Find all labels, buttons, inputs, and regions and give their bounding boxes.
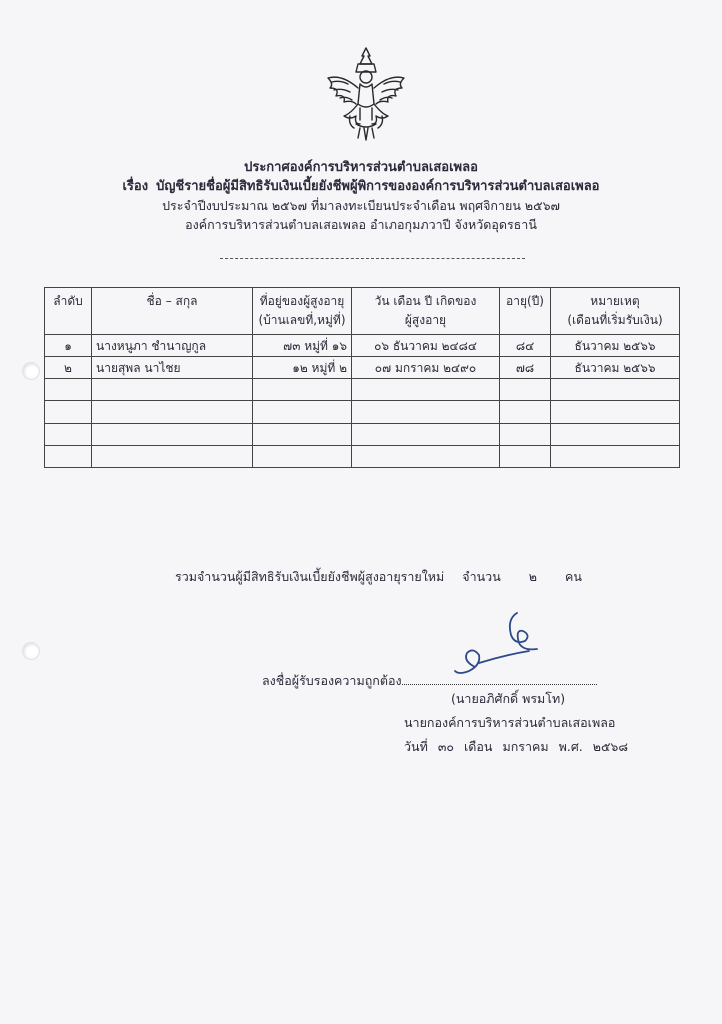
cell-name — [92, 379, 253, 401]
punch-hole-top — [22, 362, 40, 380]
subject-line — [0, 177, 722, 196]
cell-birthdate — [352, 423, 500, 445]
garuda-emblem-icon — [320, 44, 412, 142]
signature-dotted-line — [402, 672, 597, 685]
cell-age — [500, 401, 551, 423]
announcement-title: ประกาศองค์การบริหารส่วนตำบลเสอเพลอ — [244, 160, 478, 175]
cell-no — [45, 423, 92, 445]
cell-address — [253, 423, 352, 445]
cell-name — [92, 445, 253, 467]
cell-age — [500, 423, 551, 445]
summary-text: รวมจำนวนผู้มีสิทธิรับเงินเบี้ยยังชีพผู้สูงอายุรายใหม่ — [175, 569, 445, 584]
header-divider — [220, 258, 525, 259]
cell-remark — [551, 401, 680, 423]
cell-no: ๑ — [45, 335, 92, 357]
header-remark: หมายเหตุ (เดือนที่เริ่มรับเงิน) — [551, 288, 680, 335]
cell-remark: ธันวาคม ๒๕๖๖ — [551, 335, 680, 357]
header-address: ที่อยู่ของผู้สูงอายุ (บ้านเลขที่,หมู่ที่) — [253, 288, 352, 335]
cell-birthdate: ๐๗ มกราคม ๒๔๙๐ — [352, 357, 500, 379]
fiscal-year-line: ประจำปีงบประมาณ ๒๕๖๗ ที่มาลงทะเบียนประจำเดือน พฤศจิกายน ๒๕๖๗ — [162, 198, 560, 213]
header-age: อายุ(ปี) — [500, 288, 551, 335]
certify-row — [262, 671, 597, 691]
header-no: ลำดับ — [45, 288, 92, 335]
table-row — [45, 335, 680, 357]
table-row — [45, 379, 680, 401]
summary-line — [175, 567, 582, 587]
punch-hole-bottom — [22, 642, 40, 660]
certify-label: ลงชื่อผู้รับรองความถูกต้อง — [262, 673, 402, 688]
cell-no — [45, 445, 92, 467]
signer-title: นายกองค์การบริหารส่วนตำบลเสอเพลอ — [404, 715, 616, 730]
cell-birthdate — [352, 401, 500, 423]
cell-name — [92, 401, 253, 423]
cell-no — [45, 379, 92, 401]
cell-no — [45, 401, 92, 423]
recipient-table — [44, 287, 680, 468]
cell-name: นางหนูภา ชำนาญกูล — [92, 335, 253, 357]
table-row — [45, 357, 680, 379]
cell-age — [500, 379, 551, 401]
cell-name: นายสุพล นาไชย — [92, 357, 253, 379]
cell-age: ๘๔ — [500, 335, 551, 357]
date-month: มกราคม — [502, 739, 549, 754]
cell-address — [253, 445, 352, 467]
summary-count: ๒ — [528, 569, 537, 584]
table-row — [45, 423, 680, 445]
cell-address: ๑๒ หมู่ที่ ๒ — [253, 357, 352, 379]
date-day-label: วันที่ — [404, 739, 428, 754]
date-day: ๓๐ — [437, 739, 454, 754]
signature-date — [404, 737, 638, 757]
cell-birthdate — [352, 445, 500, 467]
date-year: ๒๕๖๘ — [592, 739, 629, 754]
organization-line: องค์การบริหารส่วนตำบลเสอเพลอ อำเภอกุมภวาปี จังหวัดอุดรธานี — [185, 217, 537, 232]
signer-name: (นายอภิศักดิ์ พรมโท) — [451, 691, 566, 706]
cell-birthdate: ๐๖ ธันวาคม ๒๔๘๔ — [352, 335, 500, 357]
header-birthdate: วัน เดือน ปี เกิดของ ผู้สูงอายุ — [352, 288, 500, 335]
summary-unit: คน — [564, 569, 582, 584]
cell-remark — [551, 379, 680, 401]
cell-remark — [551, 445, 680, 467]
cell-remark — [551, 423, 680, 445]
cell-address — [253, 401, 352, 423]
cell-address — [253, 379, 352, 401]
table-header-row — [45, 288, 680, 335]
table-row — [45, 401, 680, 423]
cell-remark: ธันวาคม ๒๕๖๖ — [551, 357, 680, 379]
subject-label: เรื่อง — [122, 179, 149, 194]
subject-text: บัญชีรายชื่อผู้มีสิทธิรับเงินเบี้ยยังชีพผู้พิการขององค์การบริหารส่วนตำบลเสอเพลอ — [156, 179, 600, 194]
cell-no: ๒ — [45, 357, 92, 379]
cell-age: ๗๘ — [500, 357, 551, 379]
table-row — [45, 445, 680, 467]
cell-name — [92, 423, 253, 445]
cell-address: ๗๓ หมู่ที่ ๑๖ — [253, 335, 352, 357]
document-header — [0, 158, 722, 234]
date-month-label: เดือน — [464, 739, 493, 754]
date-year-label: พ.ศ. — [558, 739, 583, 754]
cell-birthdate — [352, 379, 500, 401]
summary-count-label: จำนวน — [462, 569, 501, 584]
header-name: ชื่อ – สกุล — [92, 288, 253, 335]
cell-age — [500, 445, 551, 467]
